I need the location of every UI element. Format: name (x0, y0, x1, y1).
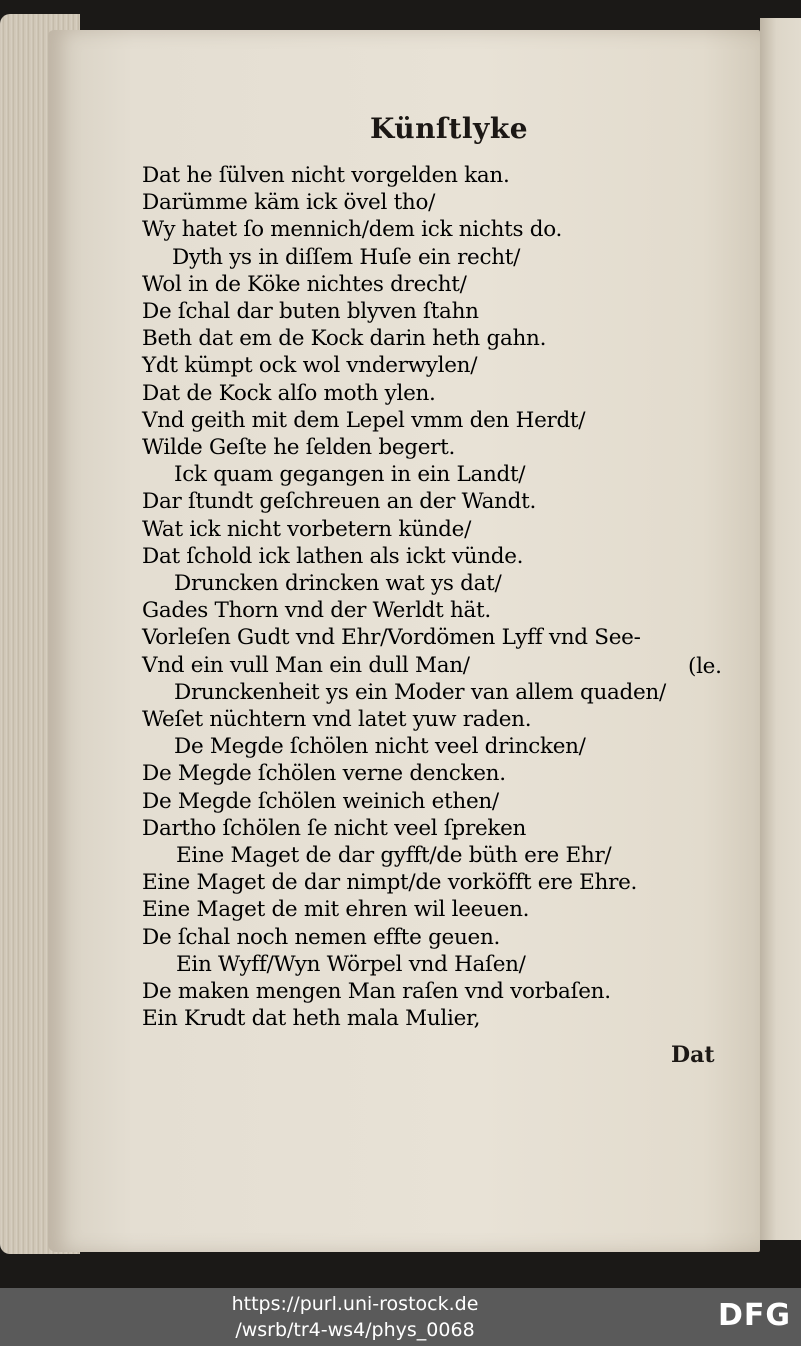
text-line: Ein Wyff/Wyn Wörpel vnd Haſen/ (176, 952, 526, 977)
text-line: Vnd ein vull Man ein dull Man/ (142, 653, 470, 678)
text-line: De maken mengen Man raſen vnd vorbaſen. (142, 979, 611, 1004)
text-line: De ſchal dar buten blyven ſtahn (142, 299, 479, 324)
dfg-logo: DFG (717, 1298, 791, 1333)
text-line: Wat ick nicht vorbetern künde/ (142, 517, 472, 542)
text-line: Eine Maget de dar nimpt/de vorköfft ere Ehre. (142, 870, 638, 895)
permalink-line-1[interactable]: https://purl.uni-rostock.de (231, 1293, 479, 1315)
text-line: Wol in de Köke nichtes drecht/ (142, 272, 467, 297)
text-line: Weſet nüchtern vnd latet yuw raden. (142, 707, 532, 732)
text-line: Wilde Geſte he ſelden begert. (142, 435, 456, 460)
text-line: De Megde ſchölen weinich ethen/ (142, 789, 499, 814)
permalink[interactable] (0, 1288, 710, 1346)
text-line: Eine Maget de mit ehren wil leeuen. (142, 897, 530, 922)
text-line: Dat ſchold ick lathen als ickt vünde. (142, 544, 524, 569)
line-end-fragment: (le. (688, 654, 722, 679)
text-line: Eine Maget de dar gyfft/de büth ere Ehr/ (176, 843, 612, 868)
text-line: Druncken drincken wat ys dat/ (174, 571, 502, 596)
text-line: Darümme käm ick övel tho/ (142, 190, 436, 215)
footer-bar (0, 1288, 801, 1346)
text-line: Vnd geith mit dem Lepel vmm den Herdt/ (142, 408, 586, 433)
text-line: Dat de Kock alſo moth ylen. (142, 381, 436, 406)
text-line: Dat he ſülven nicht vorgelden kan. (142, 163, 510, 188)
running-header: Künſtlyke (370, 112, 529, 145)
text-line: Dartho ſchölen ſe nicht veel ſpreken (142, 816, 527, 841)
text-line: Dyth ys in diſſem Huſe ein recht/ (172, 245, 521, 270)
adjacent-page-strip (760, 18, 801, 1240)
text-line: Gades Thorn vnd der Werldt hät. (142, 598, 491, 623)
text-line: Drunckenheit ys ein Moder van allem quaden/ (174, 680, 666, 705)
text-line: De Megde ſchölen nicht veel drincken/ (174, 734, 586, 759)
text-line: Ein Krudt dat heth mala Mulier, (142, 1006, 481, 1031)
text-line: De Megde ſchölen verne dencken. (142, 761, 506, 786)
text-line: Vorleſen Gudt vnd Ehr/Vordömen Lyff vnd See- (142, 625, 641, 650)
text-line: De ſchal noch nemen effte geuen. (142, 925, 501, 950)
catchword: Dat (671, 1042, 715, 1068)
permalink-line-2[interactable]: /wsrb/tr4-ws4/phys_0068 (235, 1319, 475, 1341)
text-line: Ydt kümpt ock wol vnderwylen/ (142, 353, 478, 378)
text-line: Wy hatet ſo mennich/dem ick nichts do. (142, 217, 563, 242)
text-line: Dar ſtundt geſchreuen an der Wandt. (142, 489, 537, 514)
text-line: Ick quam gegangen in ein Landt/ (174, 462, 526, 487)
text-line: Beth dat em de Kock darin heth gahn. (142, 326, 547, 351)
